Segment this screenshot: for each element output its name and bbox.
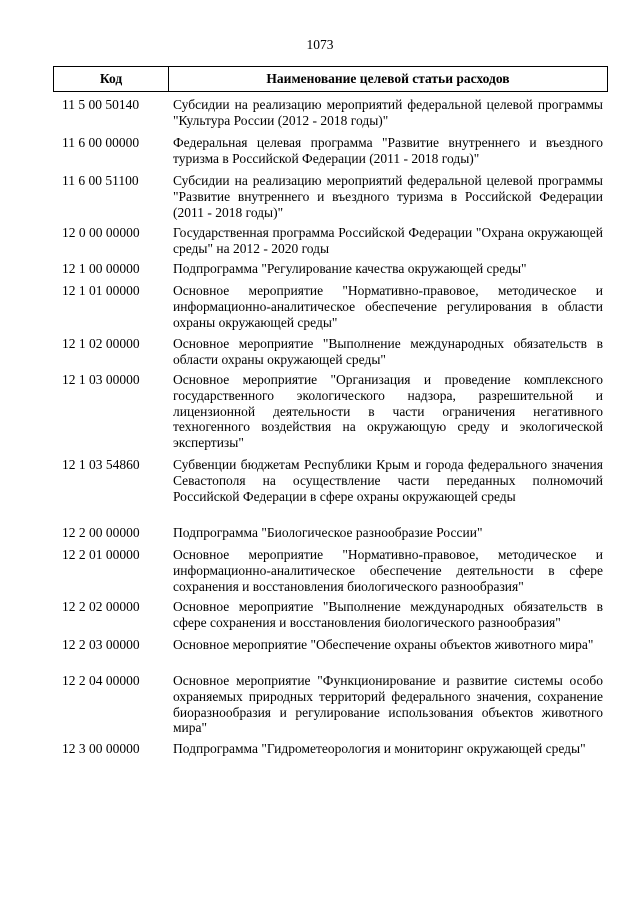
row-name: Основное мероприятие "Нормативно-правовое, методическое и информационно-аналитическое обеспечение регулирования в области охраны окружающей среды" xyxy=(173,283,603,330)
row-code: 12 2 00 00000 xyxy=(62,525,140,540)
row-name: Субсидии на реализацию мероприятий федеральной целевой программы "Развитие внутреннего и въездного туризма в Российской Федерации (2011 - 2018 годы)" xyxy=(173,173,603,220)
table-row xyxy=(62,637,603,673)
table-header xyxy=(53,66,608,92)
row-code: 12 2 04 00000 xyxy=(62,673,140,688)
row-name: Основное мероприятие "Выполнение международных обязательств в области охраны окружающей среды" xyxy=(173,336,603,367)
row-code: 12 0 00 00000 xyxy=(62,225,140,240)
table-row xyxy=(62,673,603,741)
row-code: 12 1 02 00000 xyxy=(62,336,140,351)
row-name: Подпрограмма "Гидрометеорология и мониторинг окружающей среды" xyxy=(173,741,586,756)
row-name: Субвенции бюджетам Республики Крым и города федерального значения Севастополя на осуществление части переданных полномочий Российской Федерации в сфере охраны окружающей среды xyxy=(173,457,603,504)
row-code: 12 1 03 00000 xyxy=(62,372,140,387)
column-header-name: Наименование целевой статьи расходов xyxy=(266,71,510,86)
table-row xyxy=(62,547,603,599)
row-name: Основное мероприятие "Выполнение международных обязательств в сфере сохранения и восстановления биологического разнообразия" xyxy=(173,599,603,630)
table-row xyxy=(62,457,603,525)
row-name: Основное мероприятие "Организация и проведение комплексного государственного экологического надзора, разрешительной и лицензионной деятельности в части ограничения негативного техногенного воздействия на окружающую среду и экологической экспертизы" xyxy=(173,372,603,451)
row-code: 12 1 03 54860 xyxy=(62,457,140,472)
row-code: 12 2 02 00000 xyxy=(62,599,140,614)
row-code: 11 5 00 50140 xyxy=(62,97,140,112)
row-name: Субсидии на реализацию мероприятий федеральной целевой программы "Культура России (2012 - 2018 годы)" xyxy=(173,97,603,128)
row-code: 12 1 00 00000 xyxy=(62,261,140,276)
row-code: 12 1 01 00000 xyxy=(62,283,140,298)
row-name: Подпрограмма "Регулирование качества окружающей среды" xyxy=(173,261,527,276)
table-row xyxy=(62,173,603,225)
table-row xyxy=(62,741,603,777)
table-row xyxy=(62,336,603,372)
row-code: 12 3 00 00000 xyxy=(62,741,140,756)
table-row xyxy=(62,135,603,173)
table-row xyxy=(62,372,603,457)
table-row xyxy=(62,261,603,283)
table-row xyxy=(62,225,603,261)
row-name: Основное мероприятие "Обеспечение охраны объектов животного мира" xyxy=(173,637,594,652)
row-name: Государственная программа Российской Федерации "Охрана окружающей среды" на 2012 - 2020 годы xyxy=(173,225,603,256)
table-row xyxy=(62,525,603,547)
row-name: Федеральная целевая программа "Развитие внутреннего и въездного туризма в Российской Федерации (2011 - 2018 годы)" xyxy=(173,135,603,166)
row-code: 11 6 00 51100 xyxy=(62,173,139,188)
row-code: 11 6 00 00000 xyxy=(62,135,140,150)
row-code: 12 2 01 00000 xyxy=(62,547,140,562)
row-name: Основное мероприятие "Функционирование и развитие системы особо охраняемых природных территорий федерального значения, сохранение биоразнообразия и регулирование использования объектов животного мира" xyxy=(173,673,603,736)
row-name: Основное мероприятие "Нормативно-правовое, методическое и информационно-аналитическое обеспечение деятельности в сфере сохранения и восстановления биологического разнообразия" xyxy=(173,547,603,594)
table-row xyxy=(62,599,603,637)
table-body xyxy=(62,97,603,777)
column-header-code: Код xyxy=(54,67,169,91)
row-name: Подпрограмма "Биологическое разнообразие России" xyxy=(173,525,483,540)
page-number: 1073 xyxy=(306,37,334,52)
table-row xyxy=(62,283,603,336)
row-code: 12 2 03 00000 xyxy=(62,637,140,652)
table-row xyxy=(62,97,603,135)
